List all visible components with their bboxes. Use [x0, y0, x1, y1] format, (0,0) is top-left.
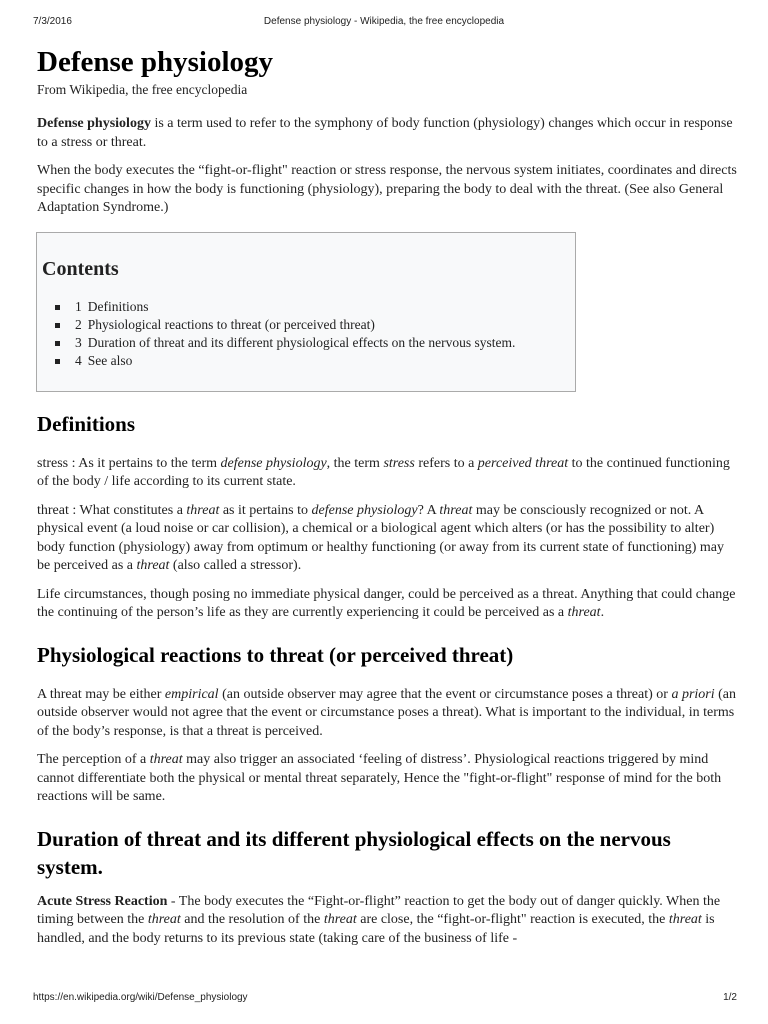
section-heading-reactions: Physiological reactions to threat (or perceived threat): [37, 642, 514, 667]
bullet-icon: [55, 341, 60, 346]
toc-item[interactable]: 4 See also: [55, 352, 575, 370]
article-body: [37, 42, 737, 958]
section-heading-definitions: Definitions: [37, 411, 136, 436]
bullet-icon: [55, 323, 60, 328]
reactions-paragraph-2: The perception of a threat may also trigger an associated ‘feeling of distress’. Physiological reactions triggered by mind cannot differentiate both the physical or mental threat separately, Hence the "fight-or-flight" response of mind for the both reactions will be same.: [37, 752, 722, 804]
table-of-contents: [36, 232, 576, 392]
print-url: https://en.wikipedia.org/wiki/Defense_physiology: [33, 992, 248, 1003]
intro-term: Defense physiology: [37, 116, 151, 131]
toc-item[interactable]: 1 Definitions: [55, 298, 575, 316]
page-title: Defense physiology: [37, 46, 274, 78]
page-subtitle: From Wikipedia, the free encyclopedia: [37, 82, 248, 97]
bullet-icon: [55, 305, 60, 310]
section-heading-duration: Duration of threat and its different physiological effects on the nervous system.: [37, 826, 671, 879]
definition-stress: stress : As it pertains to the term defense physiology, the term stress refers to a perceived threat to the continued functioning of the body / life according to its current state.: [37, 455, 730, 489]
toc-heading: Contents: [42, 257, 119, 280]
bullet-icon: [55, 359, 60, 364]
page-number: 1/2: [723, 992, 737, 1003]
print-date: 7/3/2016: [33, 16, 72, 27]
definition-threat: threat : What constitutes a threat as it pertains to defense physiology? A threat may be consciously recognized or not. A physical event (a loud noise or car collision), a chemical or a biological agent which alters (or has the possibility to alter) body function (physiology) away from optimum or healthy functioning (or away from its current state of functioning) may be perceived as a threat (also called a stressor).: [37, 502, 725, 573]
toc-item[interactable]: 3 Duration of threat and its different physiological effects on the nervous system.: [55, 334, 575, 352]
intro-paragraph-1: Defense physiology is a term used to refer to the symphony of body function (physiology) changes which occur in response to a stress or threat.: [37, 116, 733, 150]
toc-item[interactable]: 2 Physiological reactions to threat (or perceived threat): [55, 316, 575, 334]
toc-list: [55, 298, 575, 370]
definition-life-circumstances: Life circumstances, though posing no immediate physical danger, could be perceived as a threat. Anything that could change the continuing of the person’s life as they are currently experiencing it could be perceived as a threat.: [37, 586, 736, 620]
reactions-paragraph-1: A threat may be either empirical (an outside observer may agree that the event or circumstance poses a threat) or a priori (an outside observer would not agree that the event or circumstance poses a threat). What is important to the individual, in terms of the body’s response, is that a threat is perceived.: [37, 686, 737, 739]
intro-paragraph-2: When the body executes the “fight-or-flight" reaction or stress response, the nervous system initiates, coordinates and directs specific changes in how the body is functioning (physiology), preparing the body to deal with the threat. (See also General Adaptation Syndrome.): [37, 163, 737, 215]
print-title: Defense physiology - Wikipedia, the free encyclopedia: [263, 16, 505, 27]
duration-paragraph-1: Acute Stress Reaction - The body executes the “Fight-or-flight” reaction to get the body out of danger quickly. When the timing between the threat and the resolution of the threat are close, the “fight-or-flight" reaction is executed, the threat is handled, and the body returns to its previous state (taking care of the business of life -: [37, 893, 721, 946]
print-footer: [0, 992, 768, 1006]
print-header: [0, 16, 768, 30]
